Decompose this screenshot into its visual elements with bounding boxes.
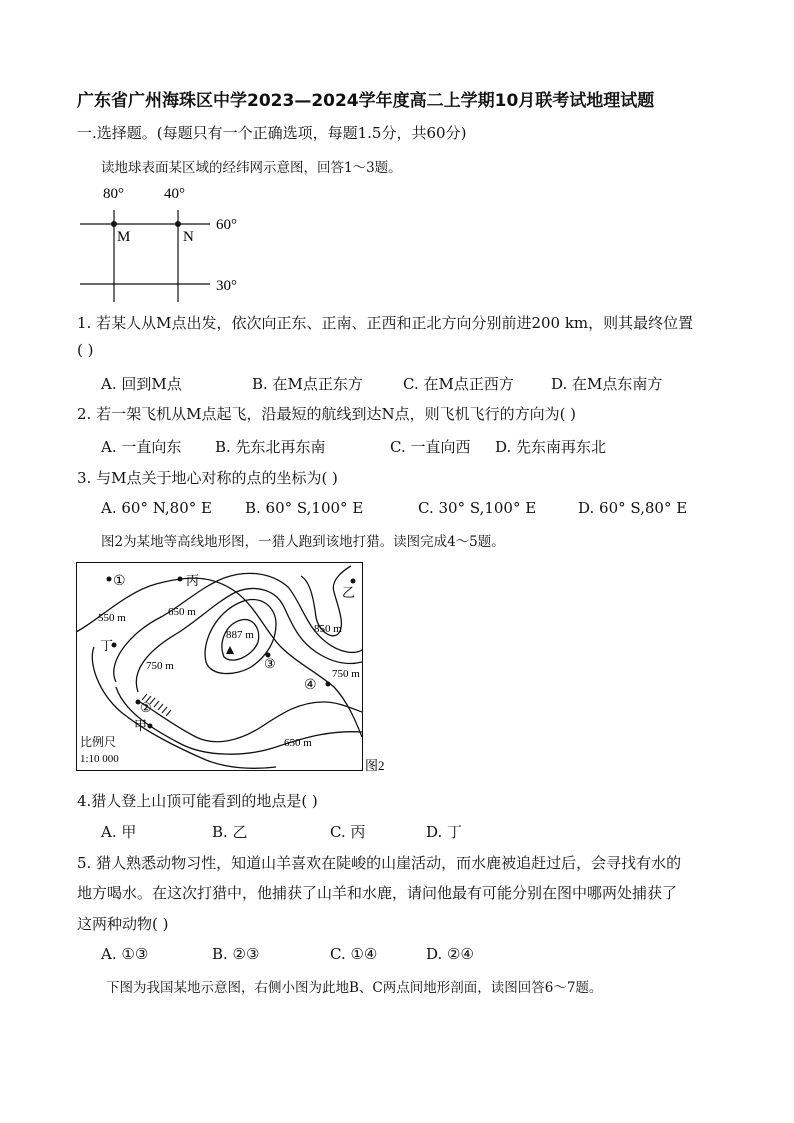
- q3-option-d: D. 60° S,80° E: [578, 499, 688, 517]
- q5-option-d: D. ②④: [426, 945, 474, 963]
- point-m-dot: [111, 221, 117, 227]
- point-4-dot: [326, 682, 331, 687]
- intro-questions-1-3: 读地球表面某区域的经纬网示意图，回答1～3题。: [101, 160, 402, 176]
- contour-map: [76, 562, 406, 774]
- q4-option-d: D. 丁: [426, 823, 463, 841]
- intro-questions-6-7: 下图为我国某地示意图，右侧小图为此地B、C两点间地形剖面，读图回答6～7题。: [106, 980, 603, 996]
- point-1-dot: [107, 577, 112, 582]
- q3-stem: 3. 与M点关于地心对称的点的坐标为( ): [77, 469, 338, 487]
- intro-questions-4-5: 图2为某地等高线地形图，一猎人跑到该地打猎。读图完成4～5题。: [101, 534, 505, 550]
- point-1-label: ①: [113, 574, 126, 589]
- point-2-label: ②: [140, 700, 152, 715]
- contour-lower-2: [116, 687, 362, 754]
- q5-stem-line3: 这两种动物( ): [77, 915, 169, 933]
- q2-option-c: C. 一直向西: [390, 438, 471, 456]
- map-frame: [77, 563, 363, 771]
- ding-label: 丁: [100, 638, 114, 653]
- lon-left-label: 80°: [103, 186, 124, 202]
- yi-label: 乙: [342, 585, 356, 600]
- jia-dot: [148, 724, 153, 729]
- q1-option-a: A. 回到M点: [101, 375, 182, 393]
- q2-option-b: B. 先东北再东南: [215, 438, 326, 456]
- point-n-label: N: [183, 229, 194, 245]
- point-4-label: ④: [304, 678, 317, 693]
- q2-stem: 2. 若一架飞机从M点起飞，沿最短的航线到达N点，则飞机飞行的方向为( ): [77, 405, 577, 423]
- q3-option-a: A. 60° N,80° E: [101, 499, 212, 517]
- contour-label-550: 550 m: [98, 612, 126, 624]
- lat-top-label: 60°: [216, 217, 237, 233]
- jia-label: 甲: [134, 718, 148, 733]
- q5-option-b: B. ②③: [212, 945, 260, 963]
- point-n-dot: [175, 221, 181, 227]
- q3-option-b: B. 60° S,100° E: [245, 499, 364, 517]
- bing-label: 丙: [186, 573, 200, 588]
- section-heading: 一.选择题。(每题只有一个正确选项，每题1.5分，共60分): [77, 124, 467, 142]
- yi-dot: [351, 579, 356, 584]
- q1-stem-line2: ( ): [77, 341, 94, 359]
- scale-value: 1:10 000: [80, 753, 119, 765]
- q2-option-a: A. 一直向东: [101, 438, 182, 456]
- page-title: 广东省广州海珠区中学2023—2024学年度高二上学期10月联考试地理试题: [77, 91, 655, 111]
- point-3-label: ③: [264, 656, 276, 671]
- graticule-diagram: [70, 180, 260, 305]
- scale-label: 比例尺: [80, 735, 117, 749]
- contour-lower-1: [140, 702, 362, 742]
- contour-label-650-top: 650 m: [168, 606, 196, 618]
- figure-2-caption: 图2: [365, 758, 385, 773]
- lat-bottom-label: 30°: [216, 278, 237, 294]
- q1-stem-line1: 1. 若某人从M点出发，依次向正东、正南、正西和正北方向分别前进200 km，则其最终位置: [77, 314, 694, 332]
- q3-option-c: C. 30° S,100° E: [418, 499, 537, 517]
- contour-label-850: 850 m: [314, 623, 342, 635]
- q1-option-d: D. 在M点东南方: [551, 375, 663, 393]
- q4-option-c: C. 丙: [330, 823, 366, 841]
- q5-stem-line2: 地方喝水。在这次打猎中，他捕获了山羊和水鹿，请问他最有可能分别在图中哪两处捕获了: [77, 884, 678, 902]
- q5-stem-line1: 5. 猎人熟悉动物习性，知道山羊喜欢在陡峻的山崖活动，而水鹿被追赶过后，会寻找有水的: [77, 854, 682, 872]
- point-m-label: M: [117, 229, 131, 245]
- q5-option-c: C. ①④: [330, 945, 378, 963]
- contour-lower-3: [92, 647, 276, 768]
- lon-right-label: 40°: [164, 186, 185, 202]
- contour-label-750-left: 750 m: [146, 660, 174, 672]
- q4-option-a: A. 甲: [101, 823, 137, 841]
- q4-option-b: B. 乙: [212, 823, 248, 841]
- q1-option-b: B. 在M点正东方: [252, 375, 363, 393]
- bing-dot: [178, 577, 183, 582]
- contour-label-650-bottom: 650 m: [284, 737, 312, 749]
- contour-label-887: 887 m: [226, 629, 254, 641]
- q4-stem: 4.猎人登上山顶可能看到的地点是( ): [77, 792, 318, 810]
- summit-marker: [226, 646, 234, 654]
- q5-option-a: A. ①③: [101, 945, 149, 963]
- contour-label-750-right: 750 m: [332, 668, 360, 680]
- q1-option-c: C. 在M点正西方: [403, 375, 514, 393]
- q2-option-d: D. 先东南再东北: [495, 438, 607, 456]
